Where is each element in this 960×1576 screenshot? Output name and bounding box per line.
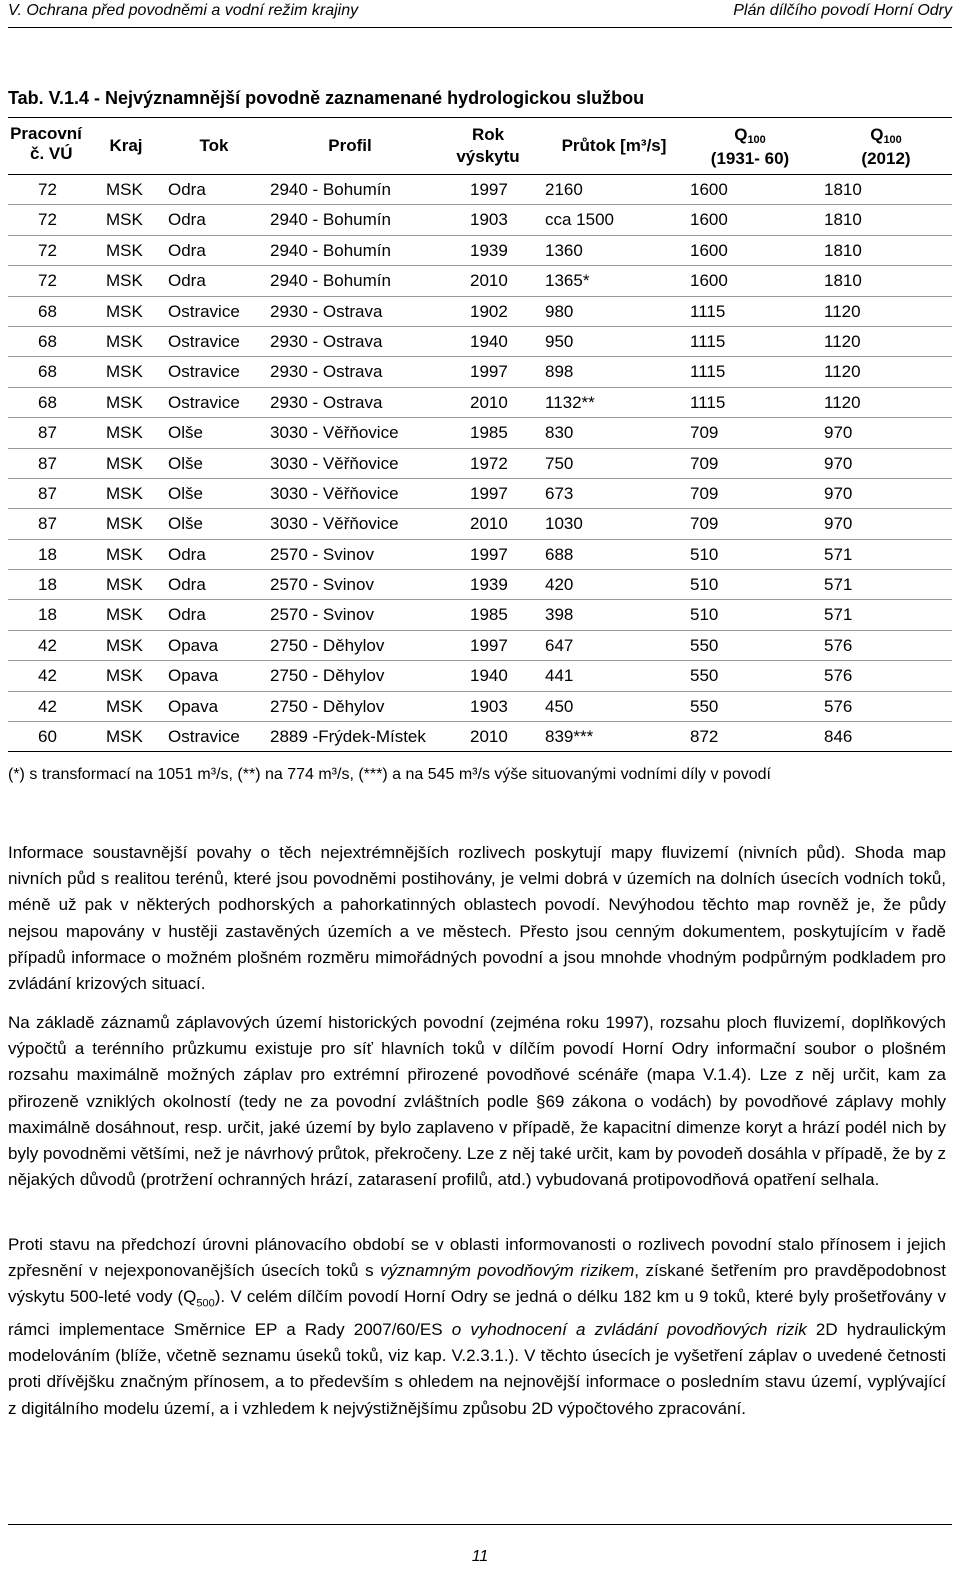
table-row	[8, 236, 952, 266]
cell-q2: 576	[824, 696, 853, 716]
cell-kraj: MSK	[106, 514, 143, 534]
cell-q2: 970	[824, 453, 853, 473]
cell-q1: 510	[690, 575, 719, 595]
cell-prutok: 688	[545, 544, 574, 564]
flood-table	[8, 117, 952, 752]
table-row	[8, 600, 952, 630]
cell-vu: 87	[38, 483, 57, 503]
cell-prutok: 830	[545, 423, 574, 443]
cell-kraj: MSK	[106, 575, 143, 595]
cell-q2: 1810	[824, 180, 862, 199]
cell-prutok: 2160	[545, 180, 583, 199]
cell-vu: 72	[38, 180, 57, 199]
cell-q2: 571	[824, 544, 853, 564]
cell-q2: 970	[824, 514, 853, 534]
cell-q1: 1115	[690, 392, 726, 412]
table-row	[8, 570, 952, 600]
cell-profil: 2750 - Děhylov	[270, 666, 385, 686]
header-profil: Profil	[328, 136, 372, 155]
cell-q2: 1810	[824, 240, 862, 260]
cell-prutok: 1365*	[545, 271, 590, 291]
p3-italic-2: o vyhodnocení a zvládání povodňových rizik	[451, 1320, 807, 1339]
header-q100-1931	[698, 124, 802, 170]
cell-prutok: 420	[545, 575, 574, 595]
cell-q1: 709	[690, 423, 719, 443]
cell-rok: 1972	[470, 453, 508, 473]
cell-q2: 970	[824, 423, 853, 443]
cell-vu: 87	[38, 423, 57, 443]
cell-prutok: 647	[545, 635, 574, 655]
cell-q2: 1120	[824, 331, 861, 351]
paragraph-fluvizeme: Informace soustavnější povahy o těch nejextrémnějších rozlivech poskytují mapy fluvizemí (nivních půd). Shoda map nivních půd s realitou terénů, které jsou povodněmi postihovány, je velmi dobrá v územích na dolních úsecích vodních toků, méně už pak v některých podhorských a pahorkatinných oblastech povodí. Nevýhodou těchto map rovněž je, že půdy nejsou mapovány v hustěji zastavěných územích a ve městech. Přesto jsou cenným dokumentem, poskytujícím v řadě případů informace o možném plošném rozměru mimořádných povodní a jsou mnohde vhodným podpůrným podkladem pro zvládání krizových situací.	[8, 843, 946, 994]
header-prutok: Průtok [m³/s]	[561, 136, 667, 155]
header-vu	[8, 124, 84, 164]
header-plan-title: Plán dílčího povodí Horní Odry	[733, 2, 952, 19]
cell-kraj: MSK	[106, 331, 143, 351]
table-row	[8, 692, 952, 722]
table-row	[8, 388, 952, 418]
cell-tok: Ostravice	[168, 362, 240, 382]
cell-rok: 1939	[470, 240, 508, 260]
p3-text-d: 2D hydraulickým modelováním (blíže, včetně seznamu úseků toků, viz kap. V.2.3.1.). V těchto úsecích je vyšetření záplav o uvedené četnosti proti dřívějšku značným přínosem, a to především s ohledem na nejnovější informace o posledním stavu území, vyplývající z digitálního modelu území, a i vzhledem k nejvýstižnějšímu způsobu 2D výpočtového zpracování.	[8, 1320, 946, 1418]
cell-kraj: MSK	[106, 301, 143, 321]
cell-q2: 571	[824, 605, 853, 625]
cell-vu: 60	[38, 727, 57, 747]
cell-kraj: MSK	[106, 453, 143, 473]
cell-q2: 1120	[824, 392, 861, 412]
cell-profil: 2930 - Ostrava	[270, 362, 383, 382]
p3-italic-1: významným povodňovým rizikem	[380, 1261, 635, 1281]
cell-kraj: MSK	[106, 635, 143, 655]
cell-kraj: MSK	[106, 544, 143, 564]
header-kraj: Kraj	[109, 136, 143, 155]
cell-profil: 2570 - Svinov	[270, 544, 374, 564]
page-number: 11	[471, 1548, 489, 1565]
cell-tok: Olše	[168, 423, 203, 443]
header-rok-line2: výskytu	[456, 147, 520, 166]
header-q100-2012	[856, 124, 916, 170]
cell-q1: 709	[690, 514, 719, 534]
cell-q2: 970	[824, 483, 853, 503]
cell-q1: 1600	[690, 180, 728, 199]
cell-q1: 510	[690, 605, 719, 625]
cell-profil: 2750 - Děhylov	[270, 635, 385, 655]
cell-tok: Odra	[168, 180, 206, 199]
cell-rok: 1985	[470, 423, 508, 443]
cell-rok: 1997	[470, 544, 508, 564]
cell-q2: 576	[824, 666, 853, 686]
page-header	[8, 0, 952, 26]
cell-kraj: MSK	[106, 727, 143, 747]
cell-prutok: 450	[545, 696, 574, 716]
cell-rok: 1903	[470, 210, 508, 230]
cell-prutok: 750	[545, 453, 574, 473]
header-q100-1931-label: Q100	[734, 125, 766, 146]
cell-prutok: cca 1500	[545, 210, 614, 230]
cell-q2: 1810	[824, 271, 862, 291]
cell-profil: 2940 - Bohumín	[270, 240, 391, 260]
cell-profil: 2570 - Svinov	[270, 605, 374, 625]
cell-kraj: MSK	[106, 605, 143, 625]
cell-profil: 2940 - Bohumín	[270, 271, 391, 291]
cell-kraj: MSK	[106, 210, 143, 230]
table-footnote: (*) s transformací na 1051 m³/s, (**) na 774 m³/s, (***) a na 545 m³/s výše situovanými vodními díly v povodí	[8, 766, 771, 783]
table-row	[8, 509, 952, 539]
header-vu-line2: č. VÚ	[30, 144, 73, 163]
cell-rok: 1997	[470, 483, 508, 503]
header-q100-1931-period: (1931- 60)	[710, 149, 790, 168]
cell-rok: 2010	[470, 514, 508, 534]
table-row	[8, 205, 952, 235]
cell-vu: 18	[38, 544, 57, 564]
cell-q1: 1600	[690, 210, 728, 230]
p3-subscript: 500	[196, 1297, 215, 1310]
cell-vu: 72	[38, 240, 57, 260]
cell-vu: 42	[38, 696, 57, 716]
cell-profil: 2750 - Děhylov	[270, 696, 385, 716]
cell-vu: 68	[38, 392, 57, 412]
cell-profil: 3030 - Věřňovice	[270, 483, 399, 503]
cell-rok: 2010	[470, 727, 508, 747]
cell-profil: 2940 - Bohumín	[270, 210, 391, 230]
cell-prutok: 950	[545, 331, 574, 351]
cell-rok: 1940	[470, 331, 508, 351]
cell-kraj: MSK	[106, 423, 143, 443]
cell-profil: 2930 - Ostrava	[270, 331, 383, 351]
cell-q2: 576	[824, 635, 853, 655]
cell-q1: 1115	[690, 331, 726, 351]
cell-rok: 2010	[470, 392, 508, 412]
cell-q2: 1120	[824, 301, 861, 321]
cell-rok: 1903	[470, 696, 508, 716]
cell-tok: Ostravice	[168, 727, 240, 747]
cell-vu: 72	[38, 210, 57, 230]
cell-q1: 1115	[690, 301, 726, 321]
table-row	[8, 540, 952, 570]
cell-profil: 2930 - Ostrava	[270, 392, 383, 412]
cell-q1: 709	[690, 483, 719, 503]
header-chapter-title: V. Ochrana před povodněmi a vodní režim krajiny	[8, 2, 359, 19]
table-row	[8, 418, 952, 448]
table-row	[8, 266, 952, 296]
table-row	[8, 175, 952, 205]
cell-prutok: 839***	[545, 727, 594, 747]
cell-kraj: MSK	[106, 271, 143, 291]
cell-q1: 1600	[690, 271, 728, 291]
table-body	[8, 175, 952, 752]
p3-text-c: ). V celém dílčím povodí Horní Odry se jedná o délku 182 km u 9 toků, které byly prošetřovány v rámci implementace Směrnice EP a Rady 2007/60/ES	[8, 1287, 946, 1339]
cell-rok: 1939	[470, 575, 508, 595]
cell-profil: 2570 - Svinov	[270, 575, 374, 595]
cell-prutok: 441	[545, 666, 574, 686]
cell-vu: 68	[38, 301, 57, 321]
cell-vu: 87	[38, 453, 57, 473]
cell-prutok: 398	[545, 605, 574, 625]
cell-kraj: MSK	[106, 696, 143, 716]
cell-tok: Olše	[168, 453, 203, 473]
cell-prutok: 980	[545, 301, 574, 321]
table-row	[8, 661, 952, 691]
cell-vu: 72	[38, 271, 57, 291]
cell-vu: 87	[38, 514, 57, 534]
table-row	[8, 297, 952, 327]
p3-text-a: Proti stavu na předchozí úrovni plánovacího období se v oblasti informovanosti o rozlivech povodní stalo přínosem i jejich zpřesnění v nejexponovanějších úsecích toků s	[8, 1235, 946, 1281]
cell-profil: 2940 - Bohumín	[270, 180, 391, 199]
cell-tok: Olše	[168, 514, 203, 534]
cell-vu: 42	[38, 666, 57, 686]
cell-rok: 1997	[470, 180, 508, 199]
table-header	[8, 117, 952, 175]
cell-tok: Ostravice	[168, 331, 240, 351]
cell-q1: 550	[690, 696, 719, 716]
cell-q2: 846	[824, 727, 853, 747]
cell-q2: 1120	[824, 362, 861, 382]
cell-q1: 550	[690, 666, 719, 686]
cell-tok: Odra	[168, 605, 206, 625]
cell-prutok: 1030	[545, 514, 583, 534]
cell-vu: 68	[38, 331, 57, 351]
cell-tok: Ostravice	[168, 301, 240, 321]
paragraph-q500	[8, 1232, 946, 1422]
table-row	[8, 631, 952, 661]
cell-q1: 709	[690, 453, 719, 473]
p3-text-b: , získané šetřením pro pravděpodobnost výskytu 500-leté vody (Q	[8, 1261, 946, 1307]
cell-tok: Opava	[168, 666, 219, 686]
cell-tok: Odra	[168, 210, 206, 230]
cell-vu: 42	[38, 635, 57, 655]
paragraph-zaplavy: Na základě záznamů záplavových území historických povodní (zejména roku 1997), rozsahu ploch fluvizemí, doplňkových výpočtů a terénního průzkumu existuje pro síť hlavních toků v dílčím povodí Horní Odry informační soubor o plošném rozsahu maximálně možných záplav pro extrémní přirozené povodňové scénáře (mapa V.1.4). Lze z něj určit, kam za přirozeně vzniklých okolností (tedy ne za povodní zvláštních podle §69 zákona o vodách) by povodňové záplavy mohly maximálně dosáhnout, resp. určit, jaké území by bylo zaplaveno v případě, že kapacitní dimenze koryt a hrází podél nich by byly povodněmi většími, než je návrhový průtok, překročeny. Lze z něj také určit, kam by povodeň dosáhla v případě, že by z nějakých důvodů (protržení ochranných hrází, zatarasení profilů, atd.) vybudovaná protipovodňová opatření selhala.	[8, 1013, 946, 1190]
cell-vu: 18	[38, 605, 57, 625]
cell-kraj: MSK	[106, 392, 143, 412]
table-row	[8, 722, 952, 752]
cell-rok: 1940	[470, 666, 508, 686]
cell-rok: 1985	[470, 605, 508, 625]
table-row	[8, 357, 952, 387]
cell-profil: 3030 - Věřňovice	[270, 453, 399, 473]
cell-prutok: 1132**	[545, 392, 595, 412]
table-row	[8, 327, 952, 357]
cell-prutok: 1360	[545, 240, 583, 260]
cell-q2: 1810	[824, 210, 862, 230]
cell-vu: 18	[38, 575, 57, 595]
cell-q1: 1600	[690, 240, 728, 260]
cell-tok: Opava	[168, 635, 219, 655]
cell-rok: 1902	[470, 301, 508, 321]
table-row	[8, 479, 952, 509]
header-q100-2012-period: (2012)	[861, 149, 911, 168]
cell-prutok: 673	[545, 483, 574, 503]
footer-divider	[8, 1524, 952, 1525]
cell-rok: 2010	[470, 271, 508, 291]
table-caption: Tab. V.1.4 - Nejvýznamnější povodně zaznamenané hydrologickou službou	[8, 88, 645, 108]
header-vu-line1: Pracovní	[10, 124, 82, 143]
cell-profil: 3030 - Věřňovice	[270, 423, 399, 443]
cell-rok: 1997	[470, 635, 508, 655]
cell-tok: Opava	[168, 696, 219, 716]
cell-tok: Odra	[168, 271, 206, 291]
cell-profil: 2889 -Frýdek-Místek	[270, 727, 426, 747]
cell-q1: 550	[690, 635, 719, 655]
cell-q1: 1115	[690, 362, 726, 382]
header-q100-2012-label: Q100	[870, 125, 902, 146]
cell-tok: Odra	[168, 575, 206, 595]
cell-kraj: MSK	[106, 180, 143, 199]
cell-kraj: MSK	[106, 240, 143, 260]
cell-vu: 68	[38, 362, 57, 382]
cell-q1: 872	[690, 727, 719, 747]
cell-profil: 2930 - Ostrava	[270, 301, 383, 321]
cell-kraj: MSK	[106, 666, 143, 686]
cell-prutok: 898	[545, 362, 574, 382]
cell-rok: 1997	[470, 362, 508, 382]
cell-kraj: MSK	[106, 483, 143, 503]
header-rok-line1: Rok	[471, 125, 505, 144]
cell-tok: Odra	[168, 240, 206, 260]
cell-profil: 3030 - Věřňovice	[270, 514, 399, 534]
cell-q1: 510	[690, 544, 719, 564]
header-tok: Tok	[199, 136, 229, 155]
table-row	[8, 449, 952, 479]
cell-tok: Ostravice	[168, 392, 240, 412]
header-divider	[8, 27, 952, 28]
cell-tok: Olše	[168, 483, 203, 503]
cell-q2: 571	[824, 575, 853, 595]
cell-kraj: MSK	[106, 362, 143, 382]
header-rok	[448, 124, 528, 168]
cell-tok: Odra	[168, 544, 206, 564]
